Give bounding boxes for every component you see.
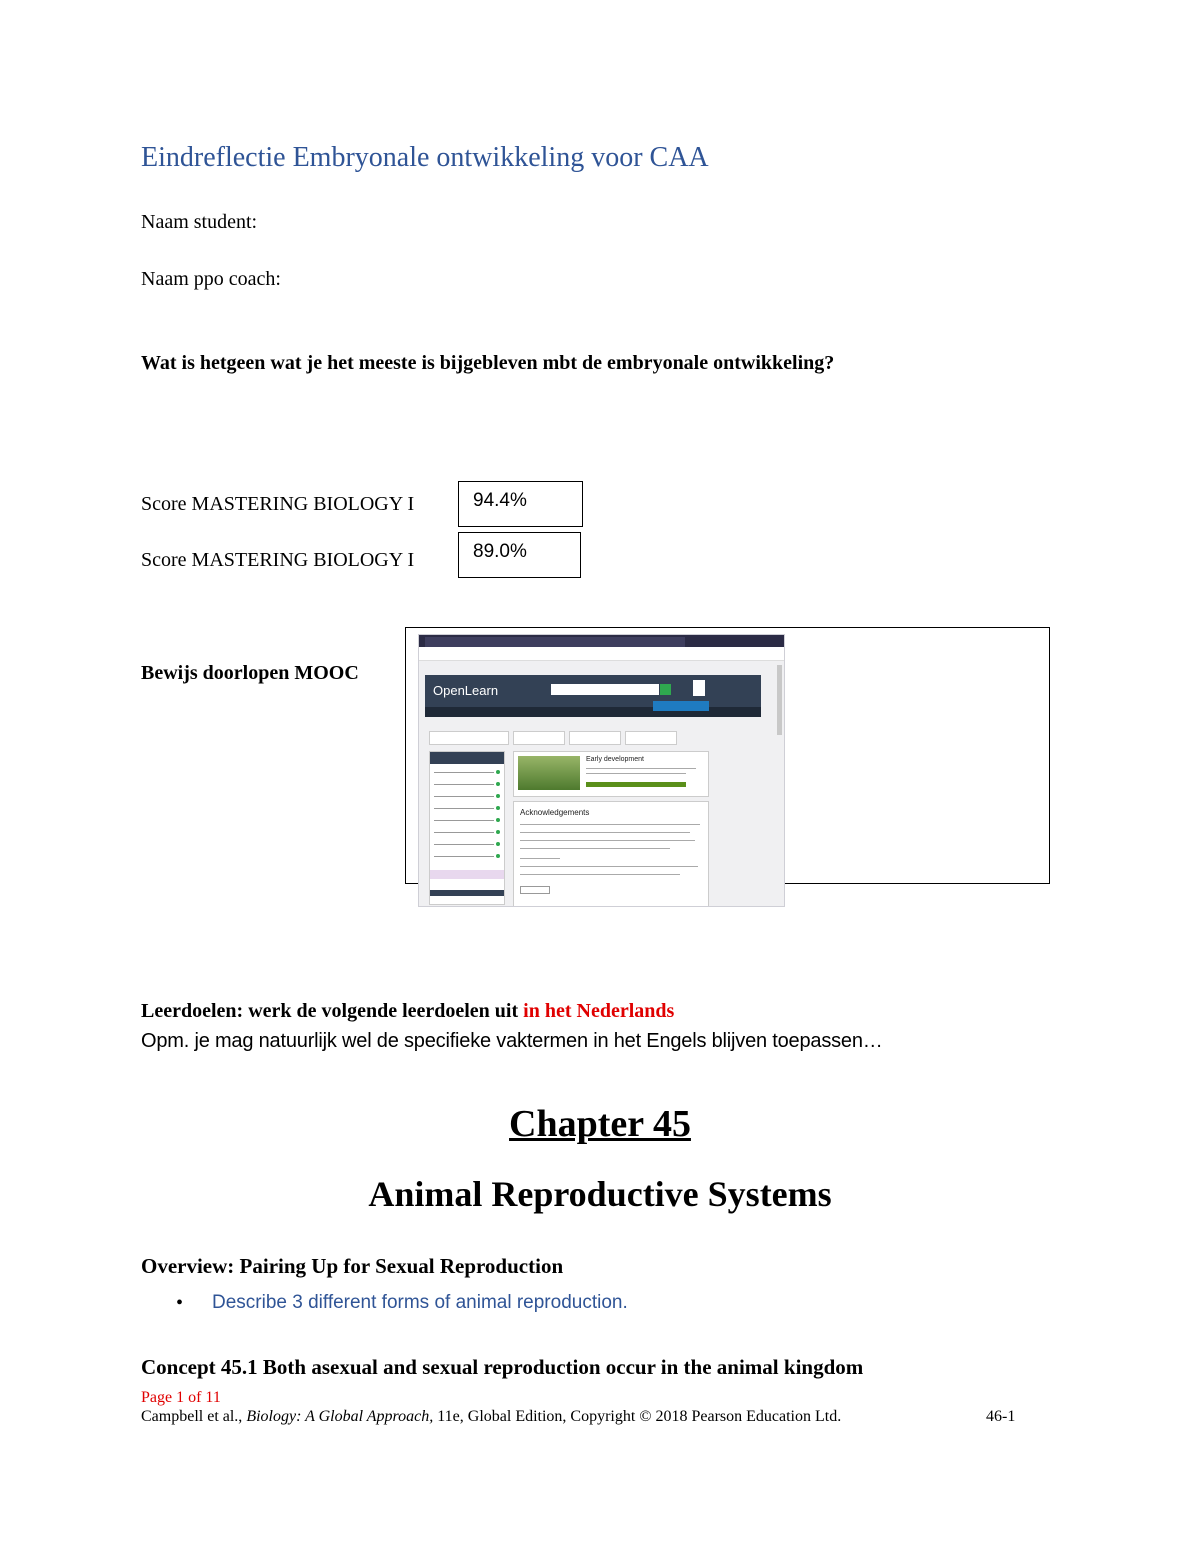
page-number: Page 1 of 11: [141, 1389, 221, 1406]
overview-heading: Overview: Pairing Up for Sexual Reproduction: [141, 1254, 564, 1278]
learning-goals-highlight: in het Nederlands: [523, 1000, 675, 1022]
browser-scrollbar: [777, 665, 782, 735]
coach-name-label: Naam ppo coach:: [141, 268, 281, 290]
course-tabs: [429, 731, 749, 745]
learning-goals-remark: Opm. je mag natuurlijk wel de specifieke vaktermen in het Engels blijven toepassen…: [141, 1030, 883, 1052]
learning-goals-heading: [141, 1000, 674, 1023]
mooc-proof-label: Bewijs doorlopen MOOC: [141, 662, 359, 684]
browser-address-bar: [419, 647, 784, 661]
browser-titlebar: [419, 635, 784, 647]
reflection-question: Wat is hetgeen wat je het meeste is bijgebleven mbt de embryonale ontwikkeling?: [141, 352, 835, 374]
chapter-subtitle: Animal Reproductive Systems: [368, 1174, 832, 1214]
score-box-2[interactable]: 89.0%: [458, 532, 581, 578]
course-progress-bar: [586, 782, 686, 787]
search-icon: [660, 684, 671, 695]
site-nav-bar: [425, 707, 761, 717]
course-card-title: Early development: [586, 756, 644, 763]
list-item: Describe 3 different forms of animal reproduction.: [212, 1292, 628, 1313]
concept-heading: Concept 45.1 Both asexual and sexual reproduction occur in the animal kingdom: [141, 1355, 864, 1379]
course-thumbnail: [518, 756, 580, 790]
university-shield-icon: [693, 680, 705, 696]
score-label-2: Score MASTERING BIOLOGY I: [141, 549, 415, 571]
citation-book: Biology: A Global Approach,: [246, 1408, 434, 1425]
content-panel-title: Acknowledgements: [520, 808, 590, 817]
site-search-box: [551, 684, 659, 695]
citation-suffix: 11e, Global Edition, Copyright © 2018 Pearson Education Ltd.: [433, 1408, 842, 1425]
citation-prefix: Campbell et al.,: [141, 1408, 247, 1425]
signin-button: [653, 701, 709, 711]
course-content-panel: [513, 801, 709, 907]
chapter-heading: Chapter 45: [509, 1103, 691, 1145]
document-title: Eindreflectie Embryonale ontwikkeling voor CAA: [141, 142, 709, 173]
site-logo: OpenLearn: [433, 683, 499, 698]
score-label-1: Score MASTERING BIOLOGY I: [141, 493, 415, 515]
footer-citation: [141, 1408, 841, 1426]
mooc-screenshot: [418, 634, 785, 907]
footer-page-code: 46-1: [986, 1408, 1016, 1425]
score-box-1[interactable]: 94.4%: [458, 481, 583, 527]
course-progress-card: [513, 751, 709, 797]
student-name-label: Naam student:: [141, 211, 258, 233]
learning-goals-prefix: Leerdoelen: werk de volgende leerdoelen uit: [141, 1000, 524, 1022]
site-header: [425, 675, 761, 707]
course-sidebar: [429, 751, 505, 905]
bullet-icon: •: [176, 1292, 184, 1314]
content-panel-button: [520, 886, 550, 894]
